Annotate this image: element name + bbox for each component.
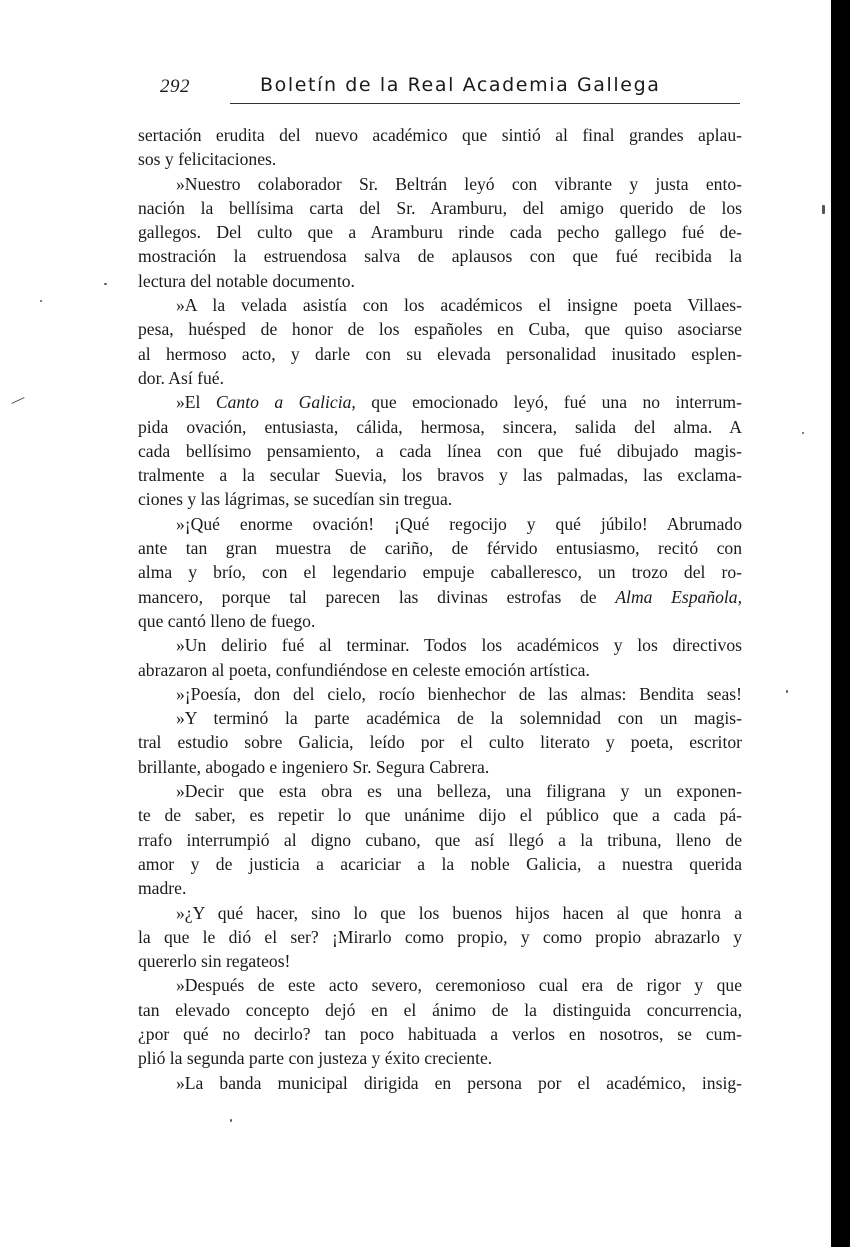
- text-line-content: sos y felicitaciones.: [138, 149, 277, 170]
- text-line: [138, 779, 742, 803]
- text-line-content: »¡Poesía, don del cielo, rocío bienhechor de las almas: Bendita seas!: [176, 683, 742, 704]
- text-line-content: »La banda municipal dirigida en persona por el académico, insig-: [176, 1072, 742, 1093]
- text-line-content: »Decir que esta obra es una belleza, una filigrana y un exponen-: [176, 781, 742, 802]
- text-line-content: rrafo interrumpió al digno cubano, que así llegó a la tribuna, lleno de: [138, 829, 742, 850]
- text-line-content: »Y terminó la parte académica de la solemnidad con un magis-: [176, 708, 742, 729]
- text-line: [138, 998, 742, 1022]
- text-line: [138, 755, 742, 779]
- text-line-content: »Nuestro colaborador Sr. Beltrán leyó con vibrante y justa ento-: [176, 173, 742, 194]
- scan-speck: [230, 1119, 232, 1122]
- text-line-content: la que le dió el ser? ¡Mirarlo como propio, y como propio abrazarlo y: [138, 926, 742, 947]
- text-line: [138, 366, 742, 390]
- text-line-content: ¿por qué no decirlo? tan poco habituada a verlos en nosotros, se cum-: [138, 1023, 742, 1044]
- text-line-content: abrazaron al poeta, confundiéndose en celeste emoción artística.: [138, 659, 590, 680]
- text-line-content: que cantó lleno de fuego.: [138, 610, 316, 631]
- text-line: [138, 536, 742, 560]
- text-line-content: brillante, abogado e ingeniero Sr. Segura Cabrera.: [138, 756, 490, 777]
- text-line-content: alma y brío, con el legendario empuje caballeresco, un trozo del ro-: [138, 562, 742, 583]
- text-line-content: pesa, huésped de honor de los españoles en Cuba, que quiso asociarse: [138, 319, 742, 340]
- text-line: [138, 1022, 742, 1046]
- italic-title: Alma Española,: [615, 586, 742, 607]
- page-number: 292: [160, 76, 190, 97]
- text-line-content: sertación erudita del nuevo académico que sintió al final grandes aplau-: [138, 125, 742, 145]
- text-line: [138, 317, 742, 341]
- text-line: [138, 439, 742, 463]
- text-line-content: ante tan gran muestra de cariño, de férvido entusiasmo, recitó con: [138, 538, 742, 559]
- text-line: [138, 560, 742, 584]
- scan-speck: [822, 205, 825, 214]
- text-line-content: mancero, porque tal parecen las divinas estrofas de: [138, 586, 616, 607]
- text-line: [138, 1046, 742, 1070]
- text-line: [138, 803, 742, 827]
- text-line-content: tan elevado concepto dejó en el ánimo de la distinguida concurrencia,: [138, 999, 742, 1020]
- text-line: [138, 269, 742, 293]
- text-line-content: »¡Qué enorme ovación! ¡Qué regocijo y qué júbilo! Abrumado: [176, 513, 742, 534]
- text-line-content: amor y de justicia a acariciar a la noble Galicia, a nuestra querida: [138, 853, 742, 874]
- text-line: [138, 706, 742, 730]
- text-line: [138, 196, 742, 220]
- text-line-content: gallegos. Del culto que a Aramburu rinde cada pecho gallego fué de-: [138, 222, 742, 243]
- text-line: [138, 172, 742, 196]
- text-line-content: tral estudio sobre Galicia, leído por el culto literato y poeta, escritor: [138, 732, 742, 753]
- text-line: [138, 415, 742, 439]
- scan-edge-bar: [831, 0, 850, 1247]
- text-line-continuation: que emocionado leyó, fué una no interrum-: [355, 392, 742, 413]
- text-line-content: pida ovación, entusiasta, cálida, hermosa, sincera, salida del alma. A: [138, 416, 742, 437]
- text-line-content: mostración la estruendosa salva de aplausos con que fué recibida la: [138, 246, 742, 267]
- scan-speck: [786, 690, 788, 693]
- italic-title: Canto a Galicia,: [215, 392, 356, 413]
- text-line: [138, 390, 742, 414]
- text-line-content: lectura del notable documento.: [138, 270, 355, 291]
- text-line: [138, 925, 742, 949]
- text-line: [138, 342, 742, 366]
- scan-speck: [40, 300, 42, 302]
- text-line: [138, 487, 742, 511]
- text-line: [138, 876, 742, 900]
- text-line: [138, 463, 742, 487]
- text-line-content: »¿Y qué hacer, sino lo que los buenos hijos hacen al que honra a: [176, 902, 742, 923]
- text-line: [138, 293, 742, 317]
- text-line: [138, 633, 742, 657]
- text-line: [138, 585, 742, 609]
- text-line: [138, 730, 742, 754]
- text-line-content: al hermoso acto, y darle con su elevada personalidad inusitado esplen-: [138, 343, 742, 364]
- journal-title: Boletín de la Real Academia Gallega: [260, 74, 661, 96]
- text-line-content: plió la segunda parte con justeza y éxito creciente.: [138, 1048, 493, 1069]
- text-line: [138, 658, 742, 682]
- text-line-content: quererlo sin regateos!: [138, 951, 291, 972]
- text-line: [138, 609, 742, 633]
- text-line: [138, 123, 742, 147]
- running-header: [160, 74, 740, 104]
- text-line: [138, 682, 742, 706]
- text-line-content: ciones y las lágrimas, se sucedían sin tregua.: [138, 489, 453, 510]
- text-line-content: »Después de este acto severo, ceremonioso cual era de rigor y que: [176, 975, 742, 996]
- text-line: [138, 220, 742, 244]
- text-line-content: cada bellísimo pensamiento, a cada línea con que fué dibujado magis-: [138, 440, 742, 461]
- text-line: [138, 949, 742, 973]
- body-text: [138, 123, 742, 1095]
- text-line-content: »Un delirio fué al terminar. Todos los académicos y los directivos: [176, 635, 742, 656]
- scan-speck: [104, 283, 107, 285]
- text-line-content: madre.: [138, 878, 187, 899]
- text-line: [138, 1071, 742, 1095]
- text-line-content: te de saber, es repetir lo que unánime dijo el público que a cada pá-: [138, 805, 742, 826]
- text-line-content: dor. Así fué.: [138, 367, 225, 388]
- text-line: [138, 147, 742, 171]
- text-line: [138, 828, 742, 852]
- text-line-content: tralmente a la secular Suevia, los bravos y las palmadas, las exclama-: [138, 465, 742, 486]
- scan-speck: [802, 432, 804, 434]
- text-line-content: nación la bellísima carta del Sr. Aramburu, del amigo querido de los: [138, 197, 742, 218]
- text-line-content: »A la velada asistía con los académicos el insigne poeta Villaes-: [176, 295, 742, 316]
- text-line: [138, 512, 742, 536]
- text-line: [138, 973, 742, 997]
- header-rule: [230, 103, 740, 104]
- text-line: [138, 852, 742, 876]
- text-line-content: »El: [176, 392, 216, 413]
- text-line: [138, 244, 742, 268]
- scan-speck: [11, 397, 24, 404]
- text-line: [138, 901, 742, 925]
